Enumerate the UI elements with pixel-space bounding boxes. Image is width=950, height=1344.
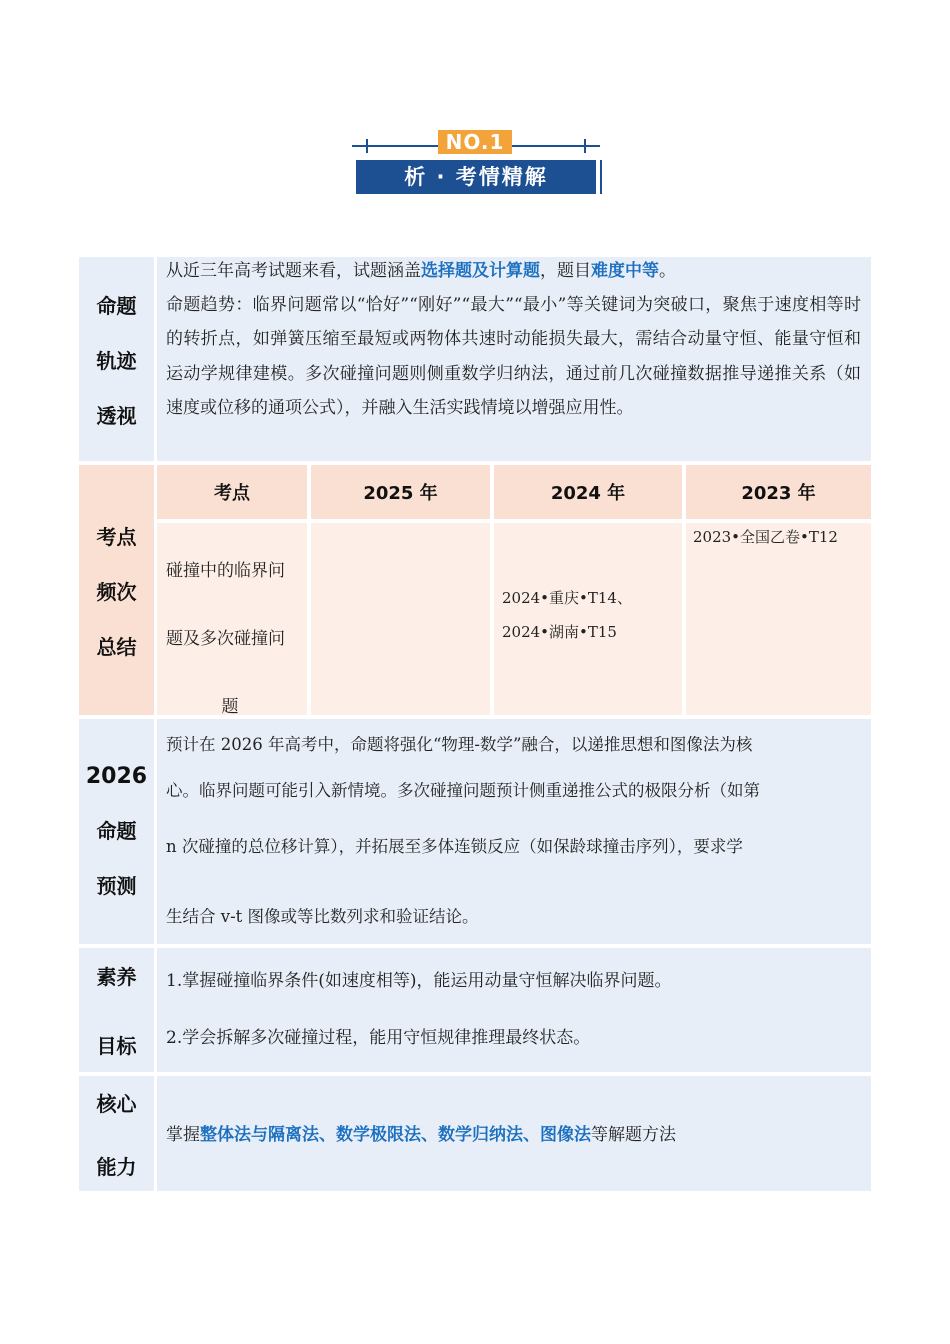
cell-2023-text: 2023•全国乙卷•T12 <box>693 528 838 546</box>
highlight-methods: 整体法与隔离法、数学极限法、数学归纳法、图像法 <box>200 1125 591 1145</box>
highlight-question-type: 选择题及计算题 <box>421 261 540 281</box>
badge-tick-right <box>584 139 586 153</box>
goal-item: 2.学会拆解多次碰撞过程，能用守恒规律推理最终状态。 <box>166 1028 591 1048</box>
prediction-line: 生结合 v-t 图像或等比数列求和验证结论。 <box>166 907 479 926</box>
badge-title: 析 · 考情精解 <box>356 160 596 194</box>
label-line: 能力 <box>96 1154 137 1179</box>
literacy-content <box>157 948 871 1072</box>
core-text: 掌握 <box>166 1125 200 1145</box>
highlight-difficulty: 难度中等 <box>591 261 659 281</box>
cell-2024 <box>494 523 682 715</box>
badge-tick-left <box>366 139 368 153</box>
header-topic: 考点 <box>157 465 307 519</box>
prediction-line: 心。临界问题可能引入新情境。多次碰撞问题预计侧重递推公式的极限分析（如第 <box>166 781 760 800</box>
row-literacy-goals <box>79 948 871 1072</box>
prediction-line: n 次碰撞的总位移计算），并拓展至多体连锁反应（如保龄球撞击序列），要求学 <box>166 837 743 856</box>
prediction-line: 预计在 2026 年高考中，命题将强化“物理-数学”融合，以递推思想和图像法为核 <box>166 735 753 754</box>
topic-cell <box>157 523 307 715</box>
label-line: 频次 <box>96 579 137 604</box>
topic-line: 题及多次碰撞问 <box>166 629 285 649</box>
cell-2023 <box>686 523 871 715</box>
intro-text: 从近三年高考试题来看，试题涵盖 <box>166 261 421 281</box>
label-line: 命题 <box>96 293 137 318</box>
trend-intro <box>166 254 861 288</box>
header-2024: 2024 年 <box>494 465 682 519</box>
goal-item: 1.掌握碰撞临界条件(如速度相等)，能运用动量守恒解决临界问题。 <box>166 971 672 991</box>
row-label-frequency <box>79 465 154 715</box>
core-line <box>166 1120 676 1145</box>
cell-2024-text: 2024•重庆•T14、2024•湖南•T15 <box>502 589 632 641</box>
label-line: 考点 <box>96 524 137 549</box>
intro-text: 。 <box>659 261 676 281</box>
label-line: 核心 <box>96 1091 137 1116</box>
badge-number: NO.1 <box>438 130 512 154</box>
label-line: 透视 <box>96 403 137 428</box>
core-text: 等解题方法 <box>591 1125 676 1145</box>
label-line: 预测 <box>96 874 137 898</box>
label-line: 命题 <box>96 819 137 843</box>
core-content <box>157 1076 871 1191</box>
row-label-core <box>79 1076 154 1191</box>
label-line: 素养 <box>96 965 137 989</box>
row-frequency <box>79 465 871 715</box>
trend-content <box>157 257 871 461</box>
row-trend <box>79 257 871 461</box>
row-label-prediction <box>79 719 154 944</box>
row-prediction <box>79 719 871 944</box>
prediction-content <box>157 719 871 944</box>
header-2025: 2025 年 <box>311 465 490 519</box>
badge-line-right <box>600 160 602 194</box>
label-line: 轨迹 <box>96 348 137 373</box>
header-2023: 2023 年 <box>686 465 871 519</box>
topic-line: 碰撞中的临界问 <box>166 561 285 581</box>
row-core-ability <box>79 1076 871 1191</box>
intro-text: ，题目 <box>540 261 591 281</box>
cell-2025 <box>311 523 490 715</box>
row-label-literacy <box>79 948 154 1072</box>
section-badge <box>348 128 604 200</box>
label-line: 总结 <box>96 634 137 659</box>
trend-body: 命题趋势：临界问题常以“恰好”“刚好”“最大”“最小”等关键词为突破口，聚焦于速度相等时的转折点，如弹簧压缩至最短或两物体共速时动能损失最大，需结合动量守恒、能量守恒和运动学规律建模。多次碰撞问题则侧重数学归纳法，通过前几次碰撞数据推导递推关系（如速度或位移的通项公式），并融入生活实践情境以增强应用性。 <box>166 295 861 418</box>
row-label-trend <box>79 257 154 461</box>
topic-line: 题 <box>221 697 239 717</box>
label-line: 2026 <box>85 764 148 789</box>
label-line: 目标 <box>96 1034 137 1058</box>
